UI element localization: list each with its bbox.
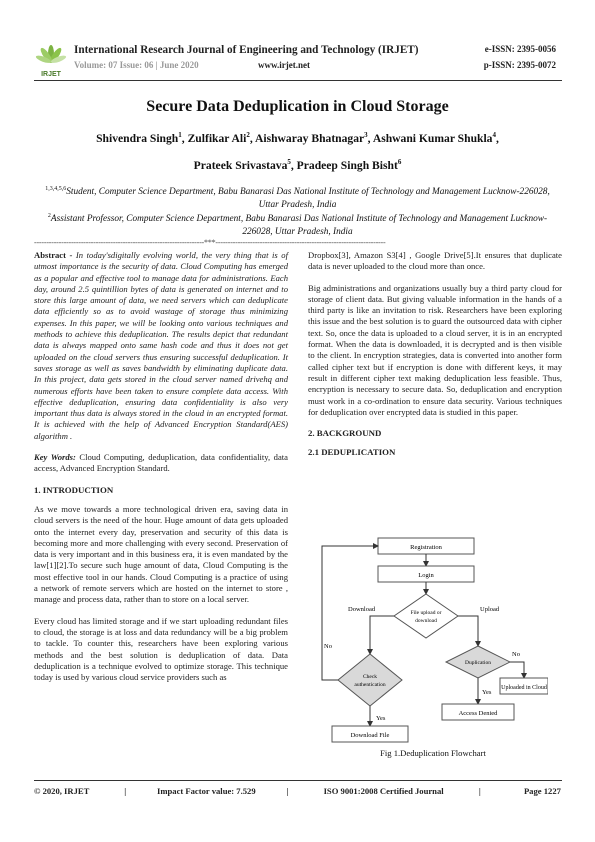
footer-impact-factor: Impact Factor value: 7.529	[156, 786, 256, 796]
author-name: Aishwaray Bhatnagar	[254, 131, 365, 145]
author-sup: 6	[397, 158, 402, 166]
author-name: Pradeep Singh Bisht	[296, 158, 398, 172]
keywords	[34, 452, 288, 475]
footer-separator: |	[286, 786, 289, 796]
journal-name: International Research Journal of Engineering and Technology (IRJET)	[74, 44, 419, 56]
download-file-label: Download File	[350, 732, 390, 739]
paper-title: Secure Data Deduplication in Cloud Storage	[146, 98, 449, 115]
intro-heading: 1. INTRODUCTION	[34, 484, 114, 495]
logo-text: IRJET	[41, 71, 61, 78]
check-authentication-decision	[338, 654, 402, 706]
author-name: Shivendra Singh	[96, 131, 179, 145]
authors-line-2: Prateek Srivastava$^5$, Pradeep Singh Bisht$^6$	[193, 158, 402, 172]
duplication-label: Duplication	[465, 660, 491, 666]
uploaded-cloud-label: Uploaded in Cloud	[501, 685, 547, 691]
figure-caption: Fig 1.Deduplication Flowchart	[380, 748, 486, 758]
header-divider	[34, 80, 562, 81]
page-footer	[34, 786, 562, 796]
download-label: Download	[348, 606, 376, 613]
keywords-text: Cloud Computing, deduplication, data confidentiality, data access, Advanced Encryption Standard.	[34, 452, 288, 474]
footer-copyright: © 2020, IRJET	[34, 786, 90, 796]
affiliation-text: Student, Computer Science Department, Babu Banarasi Das National Institute of Technology and Management Lucknow-226028, Uttar Pradesh, India	[66, 187, 550, 211]
authors-line-1: Shivendra Singh$^1$, Zulfikar Ali$^2$, Aishwaray Bhatnagar$^3$, Ashwani Kumar Shukla$^4$,	[96, 131, 499, 145]
author-name: Zulfikar Ali	[187, 131, 247, 145]
affiliation-sup: 1,3,4,5,6	[45, 186, 67, 192]
logo-leaves	[35, 45, 67, 65]
upload-download-decision	[394, 594, 458, 638]
arrow	[370, 616, 394, 654]
abstract-label: Abstract -	[34, 250, 73, 260]
no-label-1: No	[324, 643, 332, 650]
right-paragraph-1: Dropbox[3], Amazon S3[4] , Google Drive[5].It ensures that duplicate data is never uploaded to the cloud more than once.	[308, 250, 562, 272]
check-label-2: authentication	[354, 682, 386, 688]
affiliation-text: Assistant Professor, Computer Science Department, Babu Banarasi Das National Institute of Technology and Management Lucknow-226028, Uttar Pradesh, India	[50, 214, 548, 238]
footer-separator: |	[478, 786, 481, 796]
intro-paragraph-1: As we move towards a more technological driven era, saving data in cloud servers is the need of the hour. Huge amount of data gets uploaded onto the internet every day, preservation and security of this data is becoming more and more challenging with every second. Preservation of data is very important and in this business era, it is even mandated by the law[1][2].To secure such huge amount of data, Cloud Computing is the most effective tool in our hands. Cloud Computing is a practice of using a network of remote servers which are hosted on the internet to store , manage and process data, rather than to store on a local server.	[34, 503, 288, 605]
keywords-label: Key Words:	[34, 452, 76, 463]
login-label: Login	[418, 572, 434, 579]
eissn: e-ISSN: 2395-0056	[484, 44, 556, 54]
affiliation-2	[40, 210, 555, 239]
intro-paragraph-2: Every cloud has limited storage and if we start uploading redundant files to cloud, the storage is at loss and data redundancy will be a big problem to tackle. To counter this, researchers have been exploring various methods and the best solution is deduplication of data. Data deduplication is a technique evolved to optimize storage. This technique today is used by various cloud service providers such as	[34, 615, 288, 683]
affiliation-1	[40, 183, 555, 212]
yes-label-2: Yes	[482, 689, 492, 696]
deduplication-flowchart	[318, 536, 548, 744]
abstract	[34, 250, 288, 442]
access-denied-label: Access Denied	[458, 710, 498, 717]
upload-label: Upload	[480, 606, 500, 613]
left-column	[34, 250, 288, 693]
no-label-2: No	[512, 651, 520, 658]
yes-label-1: Yes	[376, 715, 386, 722]
right-paragraph-2: Big administrations and organizations usually buy a third party cloud for storage of client data. But giving valuable information in the hands of a third party is like an invitation to risk. Researchers have been exploring this issue and the best solution is to guard the outsourced data with cipher text. So, once the data is uploaded to a cloud server, it is in an encrypted format. When the data is downloaded, it is decrypted and is then visible to the client. In encryption strategies, data is converted into another form called cipher text but if encryption is done with different keys, it may result in different cipher text making deduplication less feasible. Thus, encryption is necessary to secure data. So, deduplication and encryption must work in a co-ordination to ensure data security. Various techniques for deduplication over encrypted data is studied in this paper.	[308, 282, 562, 417]
arrow	[510, 662, 524, 678]
pissn: p-ISSN: 2395-0072	[483, 60, 556, 70]
footer-separator: |	[124, 786, 127, 796]
affiliation-sup: 2	[47, 213, 51, 219]
author-sup: 3	[364, 131, 368, 139]
journal-volume: Volume: 07 Issue: 06 | June 2020	[74, 60, 199, 70]
footer-divider	[34, 780, 562, 781]
journal-website-link[interactable]: www.irjet.net	[258, 60, 310, 70]
author-sup: 4	[492, 131, 496, 139]
footer-iso: ISO 9001:2008 Certified Journal	[323, 786, 444, 796]
background-heading: 2. BACKGROUND	[308, 428, 382, 439]
registration-label: Registration	[410, 544, 442, 551]
decision-label-1: File upload or	[410, 610, 442, 616]
check-label-1: Check	[362, 674, 378, 680]
irjet-logo	[34, 42, 68, 78]
abstract-text: In today'sdigitally evolving world, the very thing that is of utmost importance is the security of data. Cloud Computing has emerged as a popular and effective tool to manage data for administrations. Each day, around 2.5 quintillion bytes of data is generated on internet and to store this large amount of data, we need servers which can deduplicate data efficiently so as to avoid wastage of storage thus minimizing expenses. In this paper, we will be looking onto various techniques and methods to achieve this deduplication. The results depict that redundant data is always mapped onto same hash code and thus it does not get uploaded on the cloud servers thus ensuring successful deduplication. It saves storage as well as saves bandwidth by eliminating duplicate data. In this project, data gets stored in the cloud server named drivehq and numerous efforts have been taken to ensure complete data access. With effective deduplication, ensuring data confidentiality is also very important thus data is always stored in the cloud in an encrypted format. It is achieved with the help of Advanced Encryption Standard(AES) algorithm .	[34, 250, 288, 441]
decision-label-2: download	[415, 618, 437, 624]
arrow	[458, 616, 478, 646]
footer-page-number: Page 1227	[523, 786, 561, 796]
author-name: Ashwani Kumar Shukla	[372, 131, 493, 145]
right-column	[308, 250, 562, 467]
author-sup: 1	[178, 131, 182, 139]
author-sup: 2	[246, 131, 250, 139]
author-sup: 5	[287, 158, 291, 166]
journal-header	[34, 42, 562, 78]
author-name: Prateek Srivastava	[193, 158, 288, 172]
section-separator: ---------------------------------------------------------------------***---------------------------------------------------------------------	[34, 238, 386, 247]
deduplication-heading: 2.1 DEDUPLICATION	[308, 447, 396, 458]
